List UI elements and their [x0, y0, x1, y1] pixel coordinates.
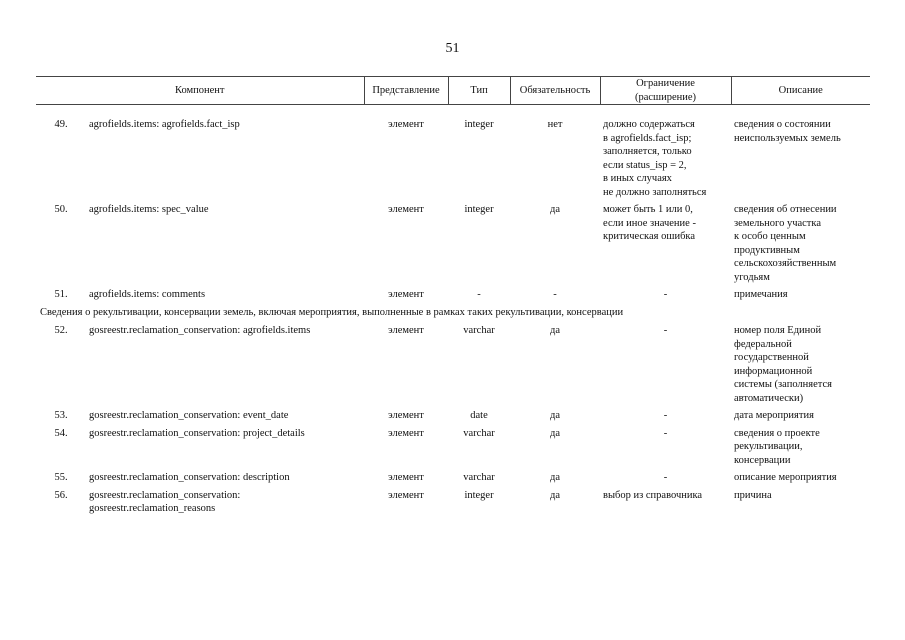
- constraint-cell: выбор из справочника: [603, 489, 703, 501]
- required-cell: да: [550, 410, 561, 421]
- component-cell: agrofields.items: spec_value: [89, 204, 209, 215]
- component-cell: gosreestr.reclamation_conservation: description: [89, 472, 290, 483]
- component-cell: agrofields.items: comments: [89, 289, 206, 300]
- component-cell: gosreestr.reclamation_conservation: project_details: [89, 427, 305, 439]
- header-description: Описание: [731, 77, 870, 105]
- table-row: [36, 203, 870, 288]
- representation-cell: элемент: [388, 289, 424, 300]
- representation-cell: элемент: [388, 472, 424, 483]
- component-cell: gosreestr.reclamation_conservation: agrofields.items: [89, 325, 311, 336]
- description-cell: сведения о состоянии неиспользуемых земель: [734, 119, 841, 144]
- table-header-row: [36, 77, 870, 105]
- constraint-cell: -: [663, 325, 668, 336]
- type-cell: integer: [464, 489, 494, 501]
- type-cell: varchar: [463, 472, 495, 483]
- constraint-cell: -: [663, 472, 668, 483]
- section-heading-row: [36, 306, 870, 325]
- required-cell: -: [553, 289, 557, 300]
- type-cell: varchar: [463, 325, 495, 336]
- header-type: Тип: [448, 77, 510, 105]
- spec-table: [36, 76, 870, 520]
- type-cell: varchar: [463, 427, 495, 439]
- representation-cell: элемент: [388, 325, 424, 336]
- section-title: Сведения о рекультивации, консервации земель, включая мероприятия, выполненные в рамках таких рекультивации, консервации: [40, 306, 624, 318]
- constraint-cell: должно содержаться в agrofields.fact_isp; заполняется, только если status_isp = 2, в иных случаях не должно заполняться: [603, 119, 707, 198]
- description-cell: номер поля Единой федеральной государственной информационной системы (заполняется автоматически): [734, 325, 832, 404]
- row-number: 52.: [54, 325, 68, 336]
- header-required: Обязательность: [510, 77, 600, 105]
- header-component: Компонент: [36, 77, 364, 105]
- type-cell: date: [470, 410, 488, 421]
- component-cell: gosreestr.reclamation_conservation: event_date: [89, 410, 289, 421]
- table-row: [36, 288, 870, 306]
- constraint-cell: -: [663, 410, 668, 421]
- required-cell: да: [550, 472, 561, 483]
- type-cell: integer: [464, 204, 494, 215]
- description-cell: причина: [734, 489, 772, 501]
- representation-cell: элемент: [388, 427, 424, 439]
- representation-cell: элемент: [388, 410, 424, 421]
- row-number: 54.: [54, 427, 68, 439]
- table-row: [36, 471, 870, 489]
- component-cell: gosreestr.reclamation_conservation: gosreestr.reclamation_reasons: [89, 489, 241, 514]
- description-cell: сведения об отнесении земельного участка к особо ценным продуктивным сельскохозяйственным угодьям: [734, 204, 837, 283]
- row-number: 50.: [54, 204, 68, 215]
- required-cell: нет: [547, 119, 563, 130]
- constraint-cell: -: [663, 289, 668, 300]
- table-row: [36, 427, 870, 472]
- description-cell: описание мероприятия: [734, 472, 837, 483]
- representation-cell: элемент: [388, 489, 424, 501]
- page-number: 51: [445, 41, 460, 56]
- description-cell: сведения о проекте рекультивации, консервации: [734, 427, 820, 466]
- row-number: 56.: [54, 489, 68, 501]
- representation-cell: элемент: [388, 204, 424, 215]
- description-cell: примечания: [734, 289, 788, 300]
- table-row: [36, 118, 870, 203]
- constraint-cell: может быть 1 или 0, если иное значение - критическая ошибка: [603, 204, 696, 242]
- table-row: [36, 489, 870, 520]
- row-number: 55.: [54, 472, 68, 483]
- header-representation: Представление: [364, 77, 448, 105]
- header-constraint: Ограничение (расширение): [600, 77, 731, 105]
- required-cell: да: [550, 204, 561, 215]
- required-cell: да: [550, 325, 561, 336]
- constraint-cell: -: [663, 427, 668, 439]
- row-number: 51.: [54, 289, 68, 300]
- representation-cell: элемент: [388, 119, 424, 130]
- component-cell: agrofields.items: agrofields.fact_isp: [89, 119, 240, 130]
- table-row: [36, 324, 870, 409]
- required-cell: да: [550, 427, 561, 439]
- type-cell: -: [477, 289, 481, 300]
- table-row: [36, 409, 870, 427]
- row-number: 53.: [54, 410, 68, 421]
- description-cell: дата мероприятия: [734, 410, 814, 421]
- type-cell: integer: [464, 119, 494, 130]
- row-number: 49.: [54, 119, 68, 130]
- required-cell: да: [550, 489, 561, 501]
